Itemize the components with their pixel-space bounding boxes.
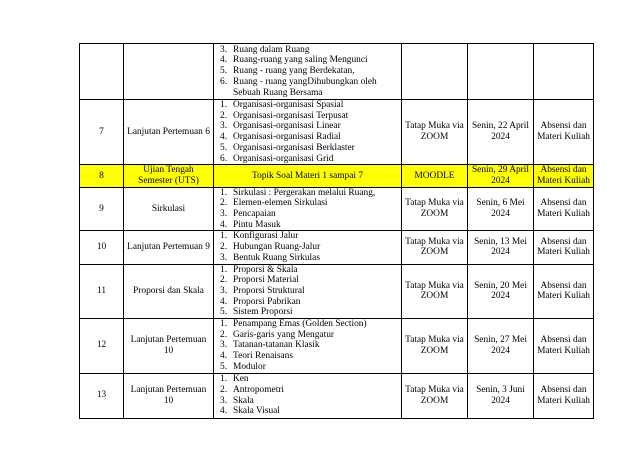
delivery-mode: Tatap Muka via ZOOM — [402, 319, 468, 374]
topic-item — [220, 111, 399, 122]
topic-text: Tatanan-tatanan Klasik — [233, 340, 320, 351]
meeting-number: 11 — [80, 264, 124, 319]
topic-item — [220, 319, 399, 330]
topic-item — [220, 307, 399, 318]
topic-number: 1. — [220, 319, 228, 330]
topic-text: Konfigurasi Jalur — [233, 231, 299, 242]
schedule-table — [79, 43, 594, 419]
topic-text: Proporsi Material — [233, 275, 299, 286]
topic-item — [220, 265, 399, 276]
meeting-number: 13 — [80, 373, 124, 418]
topic-number: 5. — [220, 307, 228, 318]
topic-item — [220, 231, 399, 242]
topic-item — [220, 385, 399, 396]
meeting-date: Senin, 6 Mei 2024 — [468, 187, 534, 231]
topic-text: Modulor — [233, 361, 266, 372]
meeting-date — [468, 44, 534, 100]
topic-item — [220, 253, 399, 264]
topic-text: Teori Renaisans — [233, 351, 294, 362]
topic-item — [220, 220, 399, 231]
topic-text: Pencapaian — [233, 209, 276, 220]
topic-number: 2. — [220, 242, 228, 253]
topic-item — [220, 406, 399, 417]
topic-list — [220, 188, 399, 231]
topics-cell — [214, 100, 402, 165]
meeting-date: Senin, 29 April 2024 — [468, 165, 534, 187]
topic-list — [220, 231, 399, 263]
attendance-materials: Absensi dan Materi Kuliah — [534, 100, 594, 165]
topic-text: Skala — [233, 395, 254, 406]
topic-number: 1. — [220, 187, 228, 198]
meeting-number: 10 — [80, 231, 124, 264]
topic-text: Penampang Emas (Golden Section) — [233, 319, 367, 330]
topic-item — [220, 198, 399, 209]
topic-item — [220, 77, 399, 98]
session-title: Lanjutan Pertemuan 10 — [124, 319, 214, 374]
meeting-number: 8 — [80, 165, 124, 187]
topic-text: Organisasi-organisasi Berklaster — [233, 142, 355, 153]
topics-cell — [214, 373, 402, 418]
topic-item — [220, 132, 399, 143]
topic-text: Garis-garis yang Mengatur — [233, 329, 335, 340]
meeting-date: Senin, 27 Mei 2024 — [468, 319, 534, 374]
topic-number: 6. — [220, 153, 228, 164]
topic-text: Elemen-elemen Sirkulasi — [233, 198, 328, 209]
schedule-body — [80, 44, 594, 419]
topic-number: 1. — [220, 264, 228, 275]
topic-text: Sirkulasi : Pergerakan melalui Ruang, — [233, 187, 376, 198]
topic-number: 5. — [220, 66, 228, 77]
meeting-number: 7 — [80, 100, 124, 165]
schedule-row — [80, 264, 594, 319]
topic-text: Organisasi-organisasi Spasial — [233, 100, 344, 110]
delivery-mode: Tatap Muka via ZOOM — [402, 373, 468, 418]
topic-number: 3. — [220, 121, 228, 132]
topic-item — [220, 55, 399, 66]
session-title: Sirkulasi — [124, 187, 214, 231]
schedule-row — [80, 44, 594, 100]
session-title: Proporsi dan Skala — [124, 264, 214, 319]
topic-number: 3. — [220, 252, 228, 263]
topic-text: Ruang - ruang yang Berdekatan, — [233, 66, 355, 77]
topic-number: 2. — [220, 275, 228, 286]
topic-item — [220, 188, 399, 199]
attendance-materials: Absensi dan Materi Kuliah — [534, 264, 594, 319]
topic-text: Organisasi-organisasi Linear — [233, 121, 341, 132]
topics-cell — [214, 231, 402, 264]
topic-number: 3. — [220, 340, 228, 351]
topic-item — [220, 154, 399, 165]
session-title: Lanjutan Pertemuan 6 — [124, 100, 214, 165]
topics-cell — [214, 187, 402, 231]
topic-text: Organisasi-organisasi Radial — [233, 132, 341, 143]
topic-item — [220, 143, 399, 154]
meeting-date: Senin, 13 Mei 2024 — [468, 231, 534, 264]
topic-list — [220, 374, 399, 417]
topic-number: 2. — [220, 384, 228, 395]
topics-cell — [214, 264, 402, 319]
topic-text: Organisasi-organisasi Grid — [233, 153, 334, 164]
meeting-number: 12 — [80, 319, 124, 374]
topic-item — [220, 275, 399, 286]
topic-text: Skala Visual — [233, 406, 280, 417]
schedule-row — [80, 187, 594, 231]
session-title: Lanjutan Pertemuan 10 — [124, 373, 214, 418]
meeting-date: Senin, 3 Juni 2024 — [468, 373, 534, 418]
topic-text: Organisasi-organisasi Terpusat — [233, 110, 349, 121]
session-title: Lanjutan Pertemuan 9 — [124, 231, 214, 264]
topic-text: Sistem Proporsi — [233, 307, 293, 318]
topic-number: 2. — [220, 110, 228, 121]
attendance-materials: Absensi dan Materi Kuliah — [534, 165, 594, 187]
topic-number: 5. — [220, 142, 228, 153]
topic-list — [220, 265, 399, 319]
topic-item — [220, 374, 399, 385]
meeting-number — [80, 44, 124, 100]
topic-text: Ken — [233, 374, 249, 385]
topic-number: 2. — [220, 329, 228, 340]
topic-item — [220, 209, 399, 220]
session-title — [124, 44, 214, 100]
topic-list — [220, 45, 399, 99]
topic-number: 5. — [220, 361, 228, 372]
topic-item — [220, 45, 399, 56]
topic-text: Pintu Masuk — [233, 219, 281, 230]
delivery-mode: Tatap Muka via ZOOM — [402, 100, 468, 165]
topic-list — [220, 319, 399, 373]
topic-item — [220, 351, 399, 362]
topic-number: 1. — [220, 374, 228, 385]
topic-number: 3. — [220, 285, 228, 296]
topics-cell — [214, 319, 402, 374]
attendance-materials — [534, 44, 594, 100]
topic-text: Proporsi Struktural — [233, 285, 305, 296]
topic-item — [220, 396, 399, 407]
topic-item — [220, 340, 399, 351]
meeting-number: 9 — [80, 187, 124, 231]
topics-cell — [214, 44, 402, 100]
topic-list — [220, 100, 399, 164]
topic-number: 6. — [220, 76, 228, 87]
topic-number: 4. — [220, 132, 228, 143]
topic-number: 1. — [220, 231, 228, 242]
topic-number: 4. — [220, 351, 228, 362]
delivery-mode: Tatap Muka via ZOOM — [402, 231, 468, 264]
topic-item — [220, 286, 399, 297]
topic-text: Antropometri — [233, 384, 285, 395]
topic-item — [220, 297, 399, 308]
meeting-date: Senin, 20 Mei 2024 — [468, 264, 534, 319]
schedule-row — [80, 231, 594, 264]
topic-number: 1. — [220, 100, 228, 110]
attendance-materials: Absensi dan Materi Kuliah — [534, 231, 594, 264]
topic-text: Proporsi & Skala — [233, 264, 298, 275]
topic-number: 4. — [220, 55, 228, 66]
delivery-mode: Tatap Muka via ZOOM — [402, 187, 468, 231]
topic-number: 3. — [220, 44, 228, 55]
topic-number: 3. — [220, 209, 228, 220]
schedule-row — [80, 373, 594, 418]
attendance-materials: Absensi dan Materi Kuliah — [534, 373, 594, 418]
topic-item — [220, 121, 399, 132]
attendance-materials: Absensi dan Materi Kuliah — [534, 187, 594, 231]
topic-text: Hubungan Ruang-Jalur — [233, 242, 321, 253]
topic-number: 4. — [220, 296, 228, 307]
topic-item — [220, 362, 399, 373]
topic-text: Ruang dalam Ruang — [233, 44, 310, 55]
topic-text: Ruang-ruang yang saling Mengunci — [233, 55, 368, 66]
attendance-materials: Absensi dan Materi Kuliah — [534, 319, 594, 374]
schedule-row — [80, 165, 594, 187]
topic-item — [220, 66, 399, 77]
topic-item — [220, 330, 399, 341]
delivery-mode — [402, 44, 468, 100]
delivery-mode: Tatap Muka via ZOOM — [402, 264, 468, 319]
topic-number: 4. — [220, 406, 228, 417]
topic-item — [220, 100, 399, 111]
topic-number: 3. — [220, 395, 228, 406]
session-title: Ujian Tengah Semester (UTS) — [124, 165, 214, 187]
topic-text: Ruang - ruang yangDihubungkan oleh Sebuah Ruang Bersama — [233, 76, 377, 98]
topic-item — [220, 242, 399, 253]
topic-text: Bentuk Ruang Sirkulas — [233, 252, 320, 263]
meeting-date: Senin, 22 April 2024 — [468, 100, 534, 165]
topic-summary: Topik Soal Materi 1 sampai 7 — [214, 165, 402, 187]
topic-number: 4. — [220, 219, 228, 230]
delivery-mode: MOODLE — [402, 165, 468, 187]
topic-number: 2. — [220, 198, 228, 209]
topic-text: Proporsi Pabrikan — [233, 296, 301, 307]
schedule-row — [80, 319, 594, 374]
schedule-row — [80, 100, 594, 165]
